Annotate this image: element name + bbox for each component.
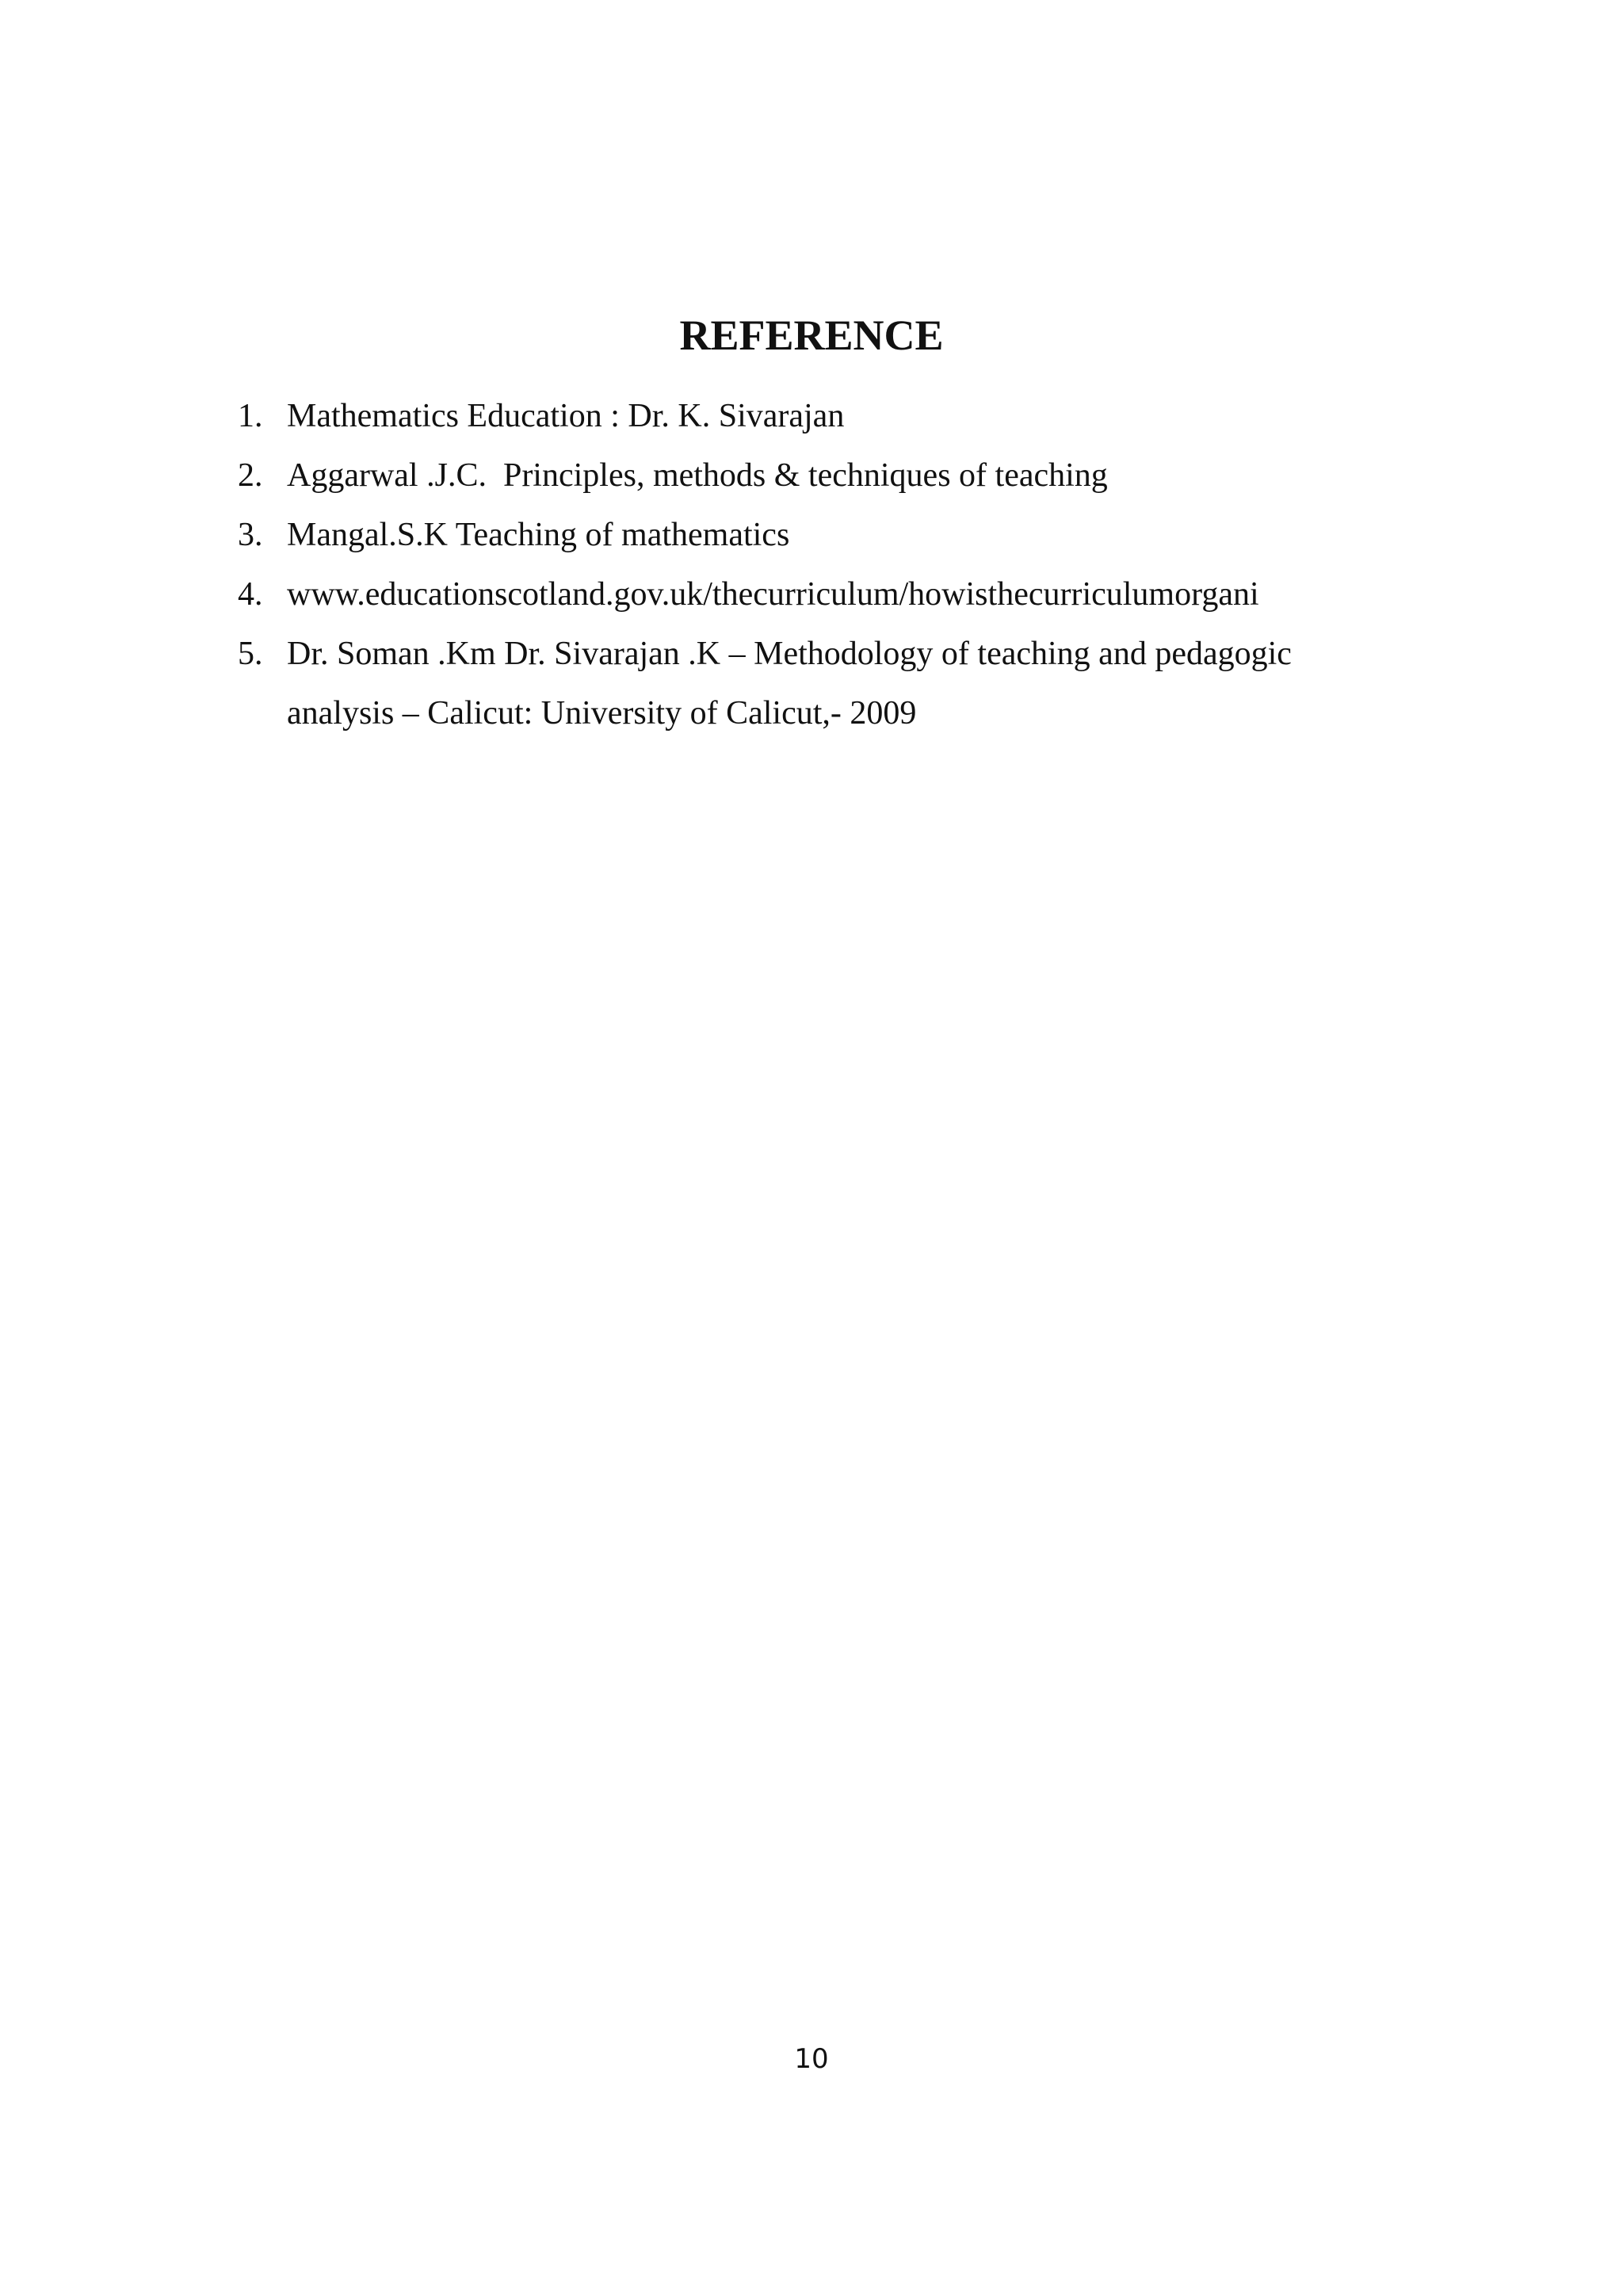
reference-url: www.educationscotland.gov.uk/thecurriculum/howisthecurriculumorgani (287, 576, 1259, 613)
reference-item-2 (238, 446, 1426, 506)
reference-text-line: Aggarwal .J.C. Principles, methods & techniques of teaching (287, 457, 1108, 494)
reference-item-1 (238, 387, 1426, 446)
reference-text (287, 625, 1426, 743)
reference-text (287, 565, 1426, 625)
reference-text-line: Mangal.S.K Teaching of mathematics (287, 517, 790, 553)
reference-text (287, 446, 1426, 506)
reference-text (287, 506, 1426, 565)
reference-text (287, 387, 1426, 446)
reference-number: 1. (238, 398, 263, 434)
reference-text-line: Dr. Soman .Km Dr. Sivarajan .K – Methodology of teaching and pedagogic (287, 636, 1292, 672)
reference-item-4 (238, 565, 1426, 625)
reference-number: 4. (238, 576, 263, 613)
reference-text-line: Mathematics Education : Dr. K. Sivarajan (287, 398, 845, 434)
reference-number: 5. (238, 636, 263, 672)
page-title: REFERENCE (679, 311, 944, 360)
page-number: 10 (794, 2043, 829, 2075)
reference-number: 2. (238, 457, 263, 494)
reference-number: 3. (238, 517, 263, 553)
reference-list (238, 387, 1426, 743)
reference-item-5 (238, 625, 1426, 743)
reference-item-3 (238, 506, 1426, 565)
reference-text-line: analysis – Calicut: University of Calicut,- 2009 (287, 695, 917, 732)
